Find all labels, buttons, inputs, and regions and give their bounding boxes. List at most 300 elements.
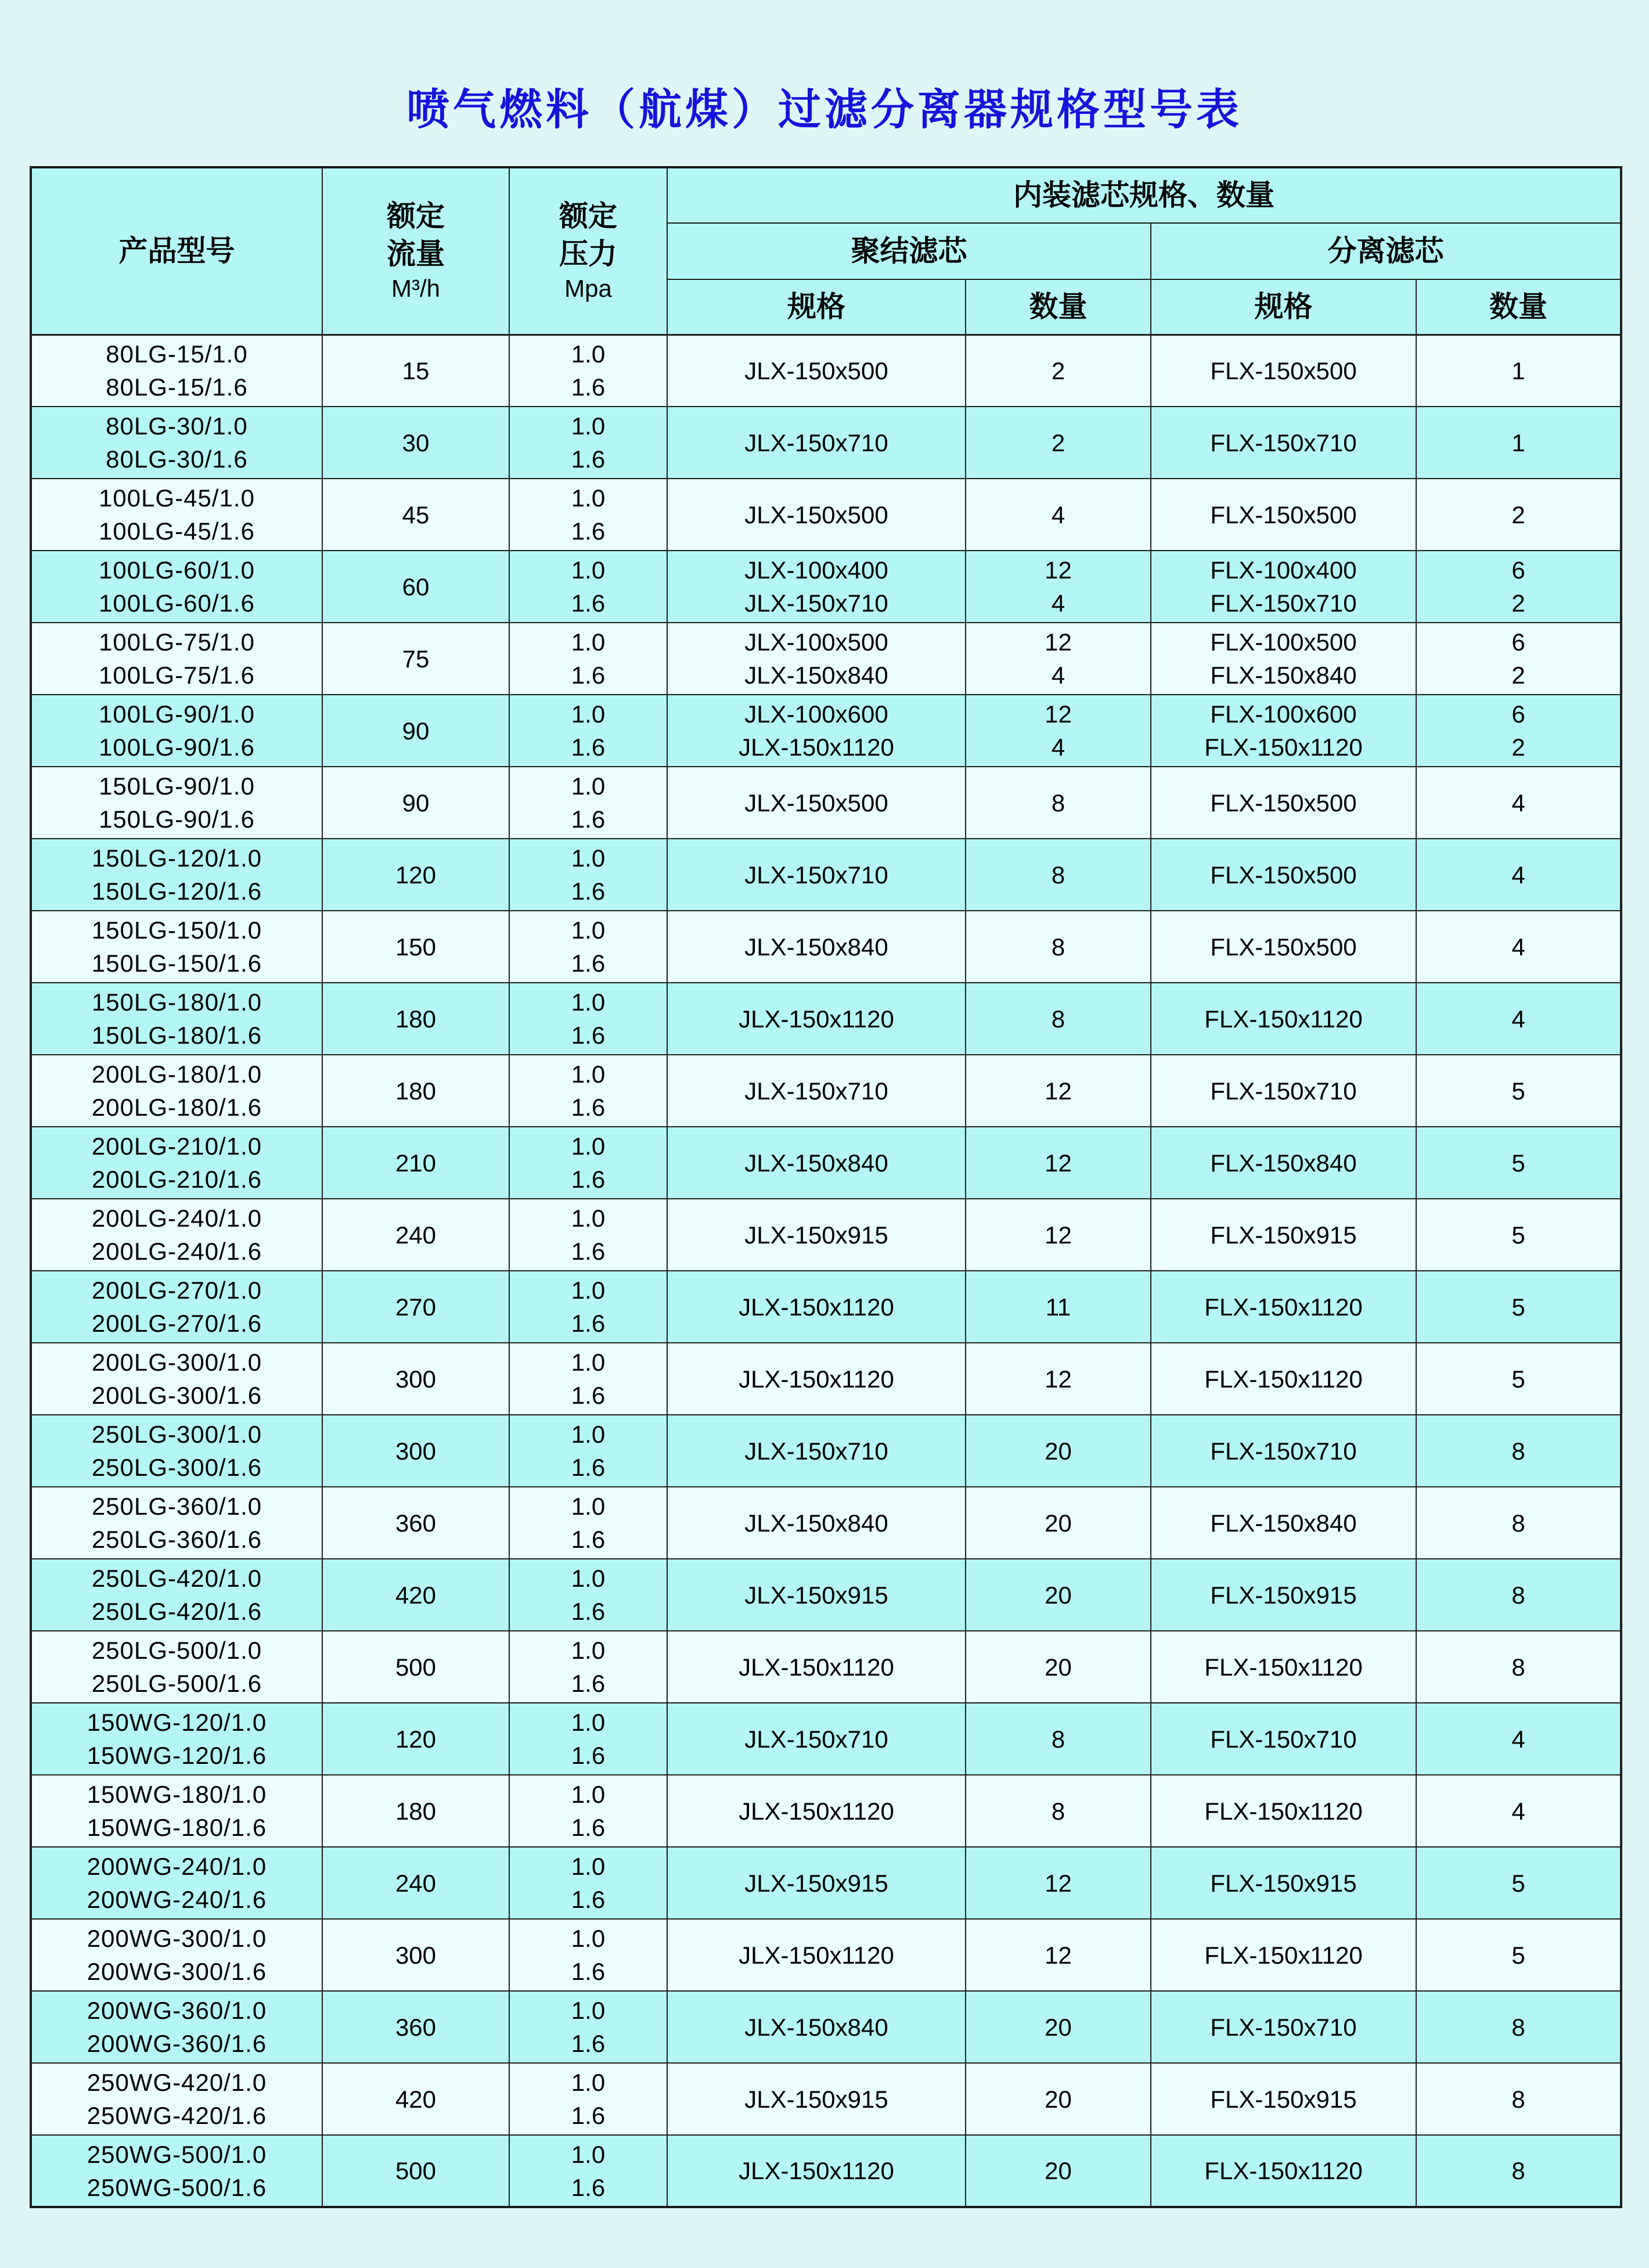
cell-line: 200WG-240/1.6 xyxy=(87,1886,267,1913)
cell-line: 210 xyxy=(395,1149,437,1177)
table-row xyxy=(31,623,1621,695)
cell-line: FLX-150x710 xyxy=(1210,1437,1357,1465)
coalescer-spec-cell xyxy=(667,1199,966,1271)
rated-flow-cell xyxy=(322,1991,509,2063)
cell-line: 1.0 xyxy=(571,1637,606,1664)
cell-line: FLX-150x500 xyxy=(1210,933,1357,961)
cell-line: 5 xyxy=(1511,1077,1525,1105)
rated-flow-cell xyxy=(322,1631,509,1703)
separator-qty-cell xyxy=(1416,1127,1621,1199)
table-row xyxy=(31,1775,1621,1847)
cell-line: 250LG-500/1.6 xyxy=(91,1670,262,1697)
table-row xyxy=(31,1199,1621,1271)
header-rated-pressure xyxy=(509,167,667,335)
rated-pressure-cell xyxy=(509,335,667,407)
rated-pressure-cell xyxy=(509,1847,667,1919)
coalescer-spec-cell xyxy=(667,983,966,1055)
cell-line: FLX-150x1120 xyxy=(1204,2157,1363,2184)
cell-line: 1.0 xyxy=(571,556,606,584)
cell-line: 12 xyxy=(1045,628,1072,656)
cell-line: 1.0 xyxy=(571,1781,606,1808)
coalescer-qty-cell xyxy=(966,479,1151,551)
separator-qty-cell xyxy=(1416,1487,1621,1559)
cell-line: JLX-100x600 xyxy=(744,700,888,728)
cell-line: FLX-150x1120 xyxy=(1204,1797,1363,1825)
coalescer-qty-cell xyxy=(966,1775,1151,1847)
cell-line: 150WG-180/1.0 xyxy=(87,1781,267,1808)
coalescer-spec-cell xyxy=(667,1919,966,1991)
cell-line: 5 xyxy=(1511,1869,1525,1897)
rated-flow-cell xyxy=(322,1271,509,1343)
cell-line: FLX-150x1120 xyxy=(1204,1293,1363,1321)
cell-line: 12 xyxy=(1045,556,1072,584)
table-row xyxy=(31,767,1621,839)
separator-spec-cell xyxy=(1151,551,1416,623)
cell-line: 240 xyxy=(395,1221,437,1249)
separator-spec-cell xyxy=(1151,767,1416,839)
cell-line: 4 xyxy=(1051,501,1065,529)
separator-qty-cell xyxy=(1416,1055,1621,1127)
header-separator-qty: 数量 xyxy=(1416,279,1621,335)
cell-line: 12 xyxy=(1045,1077,1072,1105)
table-row xyxy=(31,1631,1621,1703)
cell-line: FLX-150x710 xyxy=(1210,1077,1357,1105)
table-row xyxy=(31,1847,1621,1919)
cell-line: 1.0 xyxy=(571,772,606,800)
separator-qty-cell xyxy=(1416,623,1621,695)
rated-pressure-cell xyxy=(509,983,667,1055)
cell-line: 200LG-240/1.6 xyxy=(91,1238,262,1265)
cell-line: 1.0 xyxy=(571,844,606,872)
rated-pressure-cell xyxy=(509,2063,667,2135)
cell-line: 4 xyxy=(1511,1797,1525,1825)
separator-qty-cell xyxy=(1416,1847,1621,1919)
table-row xyxy=(31,479,1621,551)
cell-line: 180 xyxy=(395,1005,437,1033)
product-model-cell xyxy=(31,335,322,407)
product-model-cell xyxy=(31,1703,322,1775)
rated-flow-cell xyxy=(322,407,509,479)
table-row xyxy=(31,1055,1621,1127)
separator-qty-cell xyxy=(1416,1631,1621,1703)
cell-line: 4 xyxy=(1511,1725,1525,1753)
cell-line: 1.6 xyxy=(571,1166,606,1193)
cell-line: JLX-150x1120 xyxy=(739,1005,894,1033)
cell-line: 8 xyxy=(1511,1653,1525,1681)
cell-line: 1.6 xyxy=(571,590,606,617)
separator-spec-cell xyxy=(1151,479,1416,551)
cell-line: 150WG-120/1.6 xyxy=(87,1742,267,1769)
coalescer-spec-cell xyxy=(667,839,966,911)
rated-pressure-cell xyxy=(509,1415,667,1487)
table-body xyxy=(31,335,1621,2207)
cell-line: 200WG-300/1.0 xyxy=(87,1925,267,1952)
rated-flow-cell xyxy=(322,1055,509,1127)
cell-line: 100LG-90/1.0 xyxy=(99,700,255,728)
cell-line: 100LG-60/1.6 xyxy=(99,590,255,617)
cell-line: 1.0 xyxy=(571,628,606,656)
cell-line: 1.0 xyxy=(571,1709,606,1736)
cell-line: FLX-150x915 xyxy=(1210,1221,1357,1249)
cell-line: 2 xyxy=(1051,357,1065,384)
cell-line: 200LG-180/1.0 xyxy=(91,1061,262,1088)
cell-line: 150 xyxy=(395,933,437,961)
cell-line: 360 xyxy=(395,1509,437,1537)
cell-line: 1.6 xyxy=(571,2173,606,2201)
spec-table xyxy=(30,166,1622,2208)
separator-spec-cell xyxy=(1151,911,1416,983)
cell-line: 30 xyxy=(402,429,430,457)
table-row xyxy=(31,983,1621,1055)
cell-line: JLX-150x915 xyxy=(744,1221,888,1249)
cell-line: 8 xyxy=(1511,2157,1525,2184)
cell-line: 250LG-360/1.6 xyxy=(91,1526,262,1553)
separator-spec-cell xyxy=(1151,623,1416,695)
header-coalescer-qty: 数量 xyxy=(966,279,1151,335)
cell-line: FLX-100x600 xyxy=(1210,700,1357,728)
cell-line: 20 xyxy=(1045,2013,1072,2041)
cell-line: 1.6 xyxy=(571,878,606,905)
cell-line: FLX-150x710 xyxy=(1210,590,1357,617)
table-row xyxy=(31,407,1621,479)
coalescer-qty-cell xyxy=(966,551,1151,623)
cell-line: FLX-150x500 xyxy=(1210,357,1357,384)
cell-line: 20 xyxy=(1045,1437,1072,1465)
rated-pressure-cell xyxy=(509,1199,667,1271)
cell-line: 1.6 xyxy=(571,950,606,977)
coalescer-qty-cell xyxy=(966,1487,1151,1559)
rated-pressure-cell xyxy=(509,1271,667,1343)
coalescer-spec-cell xyxy=(667,911,966,983)
coalescer-spec-cell xyxy=(667,1847,966,1919)
header-rated-flow xyxy=(322,167,509,335)
cell-line: 80LG-30/1.0 xyxy=(106,412,248,440)
rated-flow-cell xyxy=(322,623,509,695)
cell-line: 1.6 xyxy=(571,373,606,401)
header-rated-flow-line1: 额定 xyxy=(387,199,445,232)
cell-line: FLX-150x840 xyxy=(1210,662,1357,689)
cell-line: 8 xyxy=(1051,861,1065,889)
cell-line: 420 xyxy=(395,2085,437,2113)
rated-pressure-cell xyxy=(509,1487,667,1559)
cell-line: 100LG-45/1.6 xyxy=(99,517,255,545)
cell-line: 1 xyxy=(1511,357,1525,384)
cell-line: 360 xyxy=(395,2013,437,2041)
cell-line: 200LG-300/1.6 xyxy=(91,1382,262,1409)
rated-pressure-cell xyxy=(509,911,667,983)
cell-line: 200LG-210/1.6 xyxy=(91,1166,262,1193)
cell-line: 250WG-500/1.6 xyxy=(87,2173,267,2201)
rated-pressure-cell xyxy=(509,623,667,695)
cell-line: FLX-150x915 xyxy=(1210,1581,1357,1609)
separator-qty-cell xyxy=(1416,1991,1621,2063)
cell-line: FLX-150x1120 xyxy=(1204,1005,1363,1033)
cell-line: 5 xyxy=(1511,1293,1525,1321)
product-model-cell xyxy=(31,1127,322,1199)
cell-line: 1.0 xyxy=(571,1853,606,1880)
cell-line: 1.0 xyxy=(571,1205,606,1232)
rated-pressure-cell xyxy=(509,1919,667,1991)
cell-line: JLX-150x840 xyxy=(744,933,888,961)
coalescer-qty-cell xyxy=(966,839,1151,911)
separator-spec-cell xyxy=(1151,1199,1416,1271)
header-product-model xyxy=(31,167,322,335)
rated-pressure-cell xyxy=(509,695,667,767)
rated-flow-cell xyxy=(322,1415,509,1487)
cell-line: FLX-100x400 xyxy=(1210,556,1357,584)
cell-line: 250LG-300/1.0 xyxy=(91,1421,262,1448)
product-model-cell xyxy=(31,1991,322,2063)
rated-pressure-cell xyxy=(509,1127,667,1199)
cell-line: 1.0 xyxy=(571,1565,606,1592)
coalescer-spec-cell xyxy=(667,1559,966,1631)
separator-spec-cell xyxy=(1151,1775,1416,1847)
table-row xyxy=(31,1703,1621,1775)
table-row xyxy=(31,1127,1621,1199)
cell-line: 1.6 xyxy=(571,662,606,689)
separator-qty-cell xyxy=(1416,1271,1621,1343)
rated-flow-cell xyxy=(322,911,509,983)
cell-line: 250LG-360/1.0 xyxy=(91,1493,262,1520)
coalescer-qty-cell xyxy=(966,1127,1151,1199)
cell-line: 5 xyxy=(1511,1221,1525,1249)
coalescer-qty-cell xyxy=(966,1991,1151,2063)
separator-qty-cell xyxy=(1416,2063,1621,2135)
cell-line: 2 xyxy=(1511,734,1525,761)
table-header xyxy=(31,167,1621,335)
cell-line: 20 xyxy=(1045,1653,1072,1681)
coalescer-spec-cell xyxy=(667,551,966,623)
rated-pressure-cell xyxy=(509,407,667,479)
product-model-cell xyxy=(31,2135,322,2207)
coalescer-qty-cell xyxy=(966,1415,1151,1487)
cell-line: JLX-150x500 xyxy=(744,501,888,529)
separator-qty-cell xyxy=(1416,767,1621,839)
cell-line: 500 xyxy=(395,2157,437,2184)
separator-qty-cell xyxy=(1416,1703,1621,1775)
table-row xyxy=(31,2063,1621,2135)
cell-line: FLX-150x500 xyxy=(1210,789,1357,817)
cell-line: 20 xyxy=(1045,2157,1072,2184)
cell-line: 12 xyxy=(1045,1365,1072,1393)
table-row xyxy=(31,695,1621,767)
cell-line: 80LG-30/1.6 xyxy=(106,445,248,473)
cell-line: 300 xyxy=(395,1941,437,1969)
header-rated-flow-unit: M³/h xyxy=(391,274,440,302)
cell-line: 200WG-300/1.6 xyxy=(87,1958,267,1985)
coalescer-qty-cell xyxy=(966,623,1151,695)
rated-pressure-cell xyxy=(509,2135,667,2207)
coalescer-spec-cell xyxy=(667,1487,966,1559)
separator-qty-cell xyxy=(1416,839,1621,911)
separator-qty-cell xyxy=(1416,1775,1621,1847)
rated-pressure-cell xyxy=(509,551,667,623)
cell-line: 1.6 xyxy=(571,2102,606,2129)
rated-flow-cell xyxy=(322,695,509,767)
rated-pressure-cell xyxy=(509,1703,667,1775)
cell-line: 8 xyxy=(1051,789,1065,817)
coalescer-spec-cell xyxy=(667,1703,966,1775)
cell-line: 1.0 xyxy=(571,700,606,728)
cell-line: 1.0 xyxy=(571,1421,606,1448)
coalescer-qty-cell xyxy=(966,1271,1151,1343)
rated-flow-cell xyxy=(322,1775,509,1847)
product-model-cell xyxy=(31,1631,322,1703)
cell-line: 4 xyxy=(1051,662,1065,689)
cell-line: 1.6 xyxy=(571,2030,606,2057)
cell-line: JLX-150x710 xyxy=(744,861,888,889)
cell-line: 250LG-420/1.6 xyxy=(91,1598,262,1625)
separator-spec-cell xyxy=(1151,1991,1416,2063)
cell-line: 45 xyxy=(402,501,430,529)
cell-line: JLX-150x915 xyxy=(744,1869,888,1897)
product-model-cell xyxy=(31,1919,322,1991)
coalescer-spec-cell xyxy=(667,1991,966,2063)
header-rated-pressure-unit: Mpa xyxy=(564,274,612,302)
cell-line: JLX-150x1120 xyxy=(739,734,894,761)
cell-line: 1.6 xyxy=(571,734,606,761)
cell-line: 80LG-15/1.6 xyxy=(106,373,248,401)
product-model-cell xyxy=(31,695,322,767)
cell-line: 200WG-360/1.6 xyxy=(87,2030,267,2057)
coalescer-qty-cell xyxy=(966,1199,1151,1271)
header-row-groups xyxy=(31,167,1621,223)
coalescer-qty-cell xyxy=(966,1559,1151,1631)
cell-line: 100LG-75/1.0 xyxy=(99,628,255,656)
coalescer-spec-cell xyxy=(667,1271,966,1343)
cell-line: 1.0 xyxy=(571,412,606,440)
cell-line: FLX-150x1120 xyxy=(1204,1653,1363,1681)
rated-flow-cell xyxy=(322,1127,509,1199)
cell-line: 4 xyxy=(1511,861,1525,889)
rated-flow-cell xyxy=(322,1703,509,1775)
cell-line: JLX-150x840 xyxy=(744,1509,888,1537)
coalescer-qty-cell xyxy=(966,335,1151,407)
product-model-cell xyxy=(31,983,322,1055)
cell-line: 1.6 xyxy=(571,806,606,833)
cell-line: 1.0 xyxy=(571,1349,606,1376)
cell-line: 5 xyxy=(1511,1941,1525,1969)
product-model-cell xyxy=(31,623,322,695)
product-model-cell xyxy=(31,2063,322,2135)
coalescer-spec-cell xyxy=(667,1415,966,1487)
rated-flow-cell xyxy=(322,983,509,1055)
cell-line: 1.0 xyxy=(571,1997,606,2024)
cell-line: 4 xyxy=(1051,590,1065,617)
cell-line: 2 xyxy=(1511,662,1525,689)
product-model-cell xyxy=(31,1559,322,1631)
cell-line: 5 xyxy=(1511,1365,1525,1393)
cell-line: 1.0 xyxy=(571,1277,606,1304)
cell-line: 120 xyxy=(395,1725,437,1753)
header-rated-flow-line2: 流量 xyxy=(387,237,445,270)
cell-line: 240 xyxy=(395,1869,437,1897)
cell-line: 200LG-180/1.6 xyxy=(91,1094,262,1121)
cell-line: 1.6 xyxy=(571,1382,606,1409)
cell-line: JLX-150x710 xyxy=(744,1077,888,1105)
cell-line: JLX-150x1120 xyxy=(739,1653,894,1681)
cell-line: FLX-150x840 xyxy=(1210,1509,1357,1537)
coalescer-spec-cell xyxy=(667,2135,966,2207)
cell-line: 20 xyxy=(1045,1509,1072,1537)
cell-line: 1.0 xyxy=(571,2069,606,2096)
rated-flow-cell xyxy=(322,767,509,839)
cell-line: 6 xyxy=(1511,556,1525,584)
rated-pressure-cell xyxy=(509,1055,667,1127)
coalescer-qty-cell xyxy=(966,2135,1151,2207)
separator-qty-cell xyxy=(1416,479,1621,551)
cell-line: 80LG-15/1.0 xyxy=(106,340,248,368)
coalescer-spec-cell xyxy=(667,623,966,695)
cell-line: 150LG-90/1.6 xyxy=(99,806,255,833)
cell-line: 8 xyxy=(1051,1797,1065,1825)
separator-spec-cell xyxy=(1151,335,1416,407)
cell-line: 12 xyxy=(1045,1221,1072,1249)
cell-line: 150LG-180/1.0 xyxy=(91,989,262,1016)
cell-line: 5 xyxy=(1511,1149,1525,1177)
cell-line: FLX-150x1120 xyxy=(1204,1365,1363,1393)
cell-line: 4 xyxy=(1051,734,1065,761)
cell-line: 8 xyxy=(1511,2013,1525,2041)
cell-line: 1 xyxy=(1511,429,1525,457)
cell-line: 150LG-180/1.6 xyxy=(91,1022,262,1049)
coalescer-spec-cell xyxy=(667,1055,966,1127)
cell-line: 8 xyxy=(1051,1725,1065,1753)
cell-line: 200LG-270/1.0 xyxy=(91,1277,262,1304)
separator-spec-cell xyxy=(1151,407,1416,479)
cell-line: FLX-150x915 xyxy=(1210,1869,1357,1897)
product-model-cell xyxy=(31,1343,322,1415)
cell-line: 1.6 xyxy=(571,1814,606,1841)
cell-line: 150LG-120/1.6 xyxy=(91,878,262,905)
cell-line: JLX-150x840 xyxy=(744,2013,888,2041)
table-row xyxy=(31,1271,1621,1343)
separator-qty-cell xyxy=(1416,911,1621,983)
separator-qty-cell xyxy=(1416,1343,1621,1415)
cell-line: 1.6 xyxy=(571,1022,606,1049)
separator-spec-cell xyxy=(1151,1127,1416,1199)
cell-line: 1.0 xyxy=(571,989,606,1016)
cell-line: 1.0 xyxy=(571,484,606,512)
cell-line: JLX-150x915 xyxy=(744,1581,888,1609)
table-row xyxy=(31,1343,1621,1415)
cell-line: 300 xyxy=(395,1437,437,1465)
cell-line: 150WG-180/1.6 xyxy=(87,1814,267,1841)
cell-line: 250WG-420/1.0 xyxy=(87,2069,267,2096)
table-row xyxy=(31,1919,1621,1991)
cell-line: FLX-150x710 xyxy=(1210,429,1357,457)
coalescer-qty-cell xyxy=(966,1631,1151,1703)
cell-line: 270 xyxy=(395,1293,437,1321)
coalescer-qty-cell xyxy=(966,1847,1151,1919)
cell-line: 180 xyxy=(395,1077,437,1105)
header-rated-pressure-line1: 额定 xyxy=(559,199,617,232)
cell-line: FLX-150x915 xyxy=(1210,2085,1357,2113)
cell-line: 1.6 xyxy=(571,1598,606,1625)
rated-pressure-cell xyxy=(509,1343,667,1415)
cell-line: FLX-100x500 xyxy=(1210,628,1357,656)
cell-line: JLX-150x710 xyxy=(744,1437,888,1465)
rated-pressure-cell xyxy=(509,767,667,839)
cell-line: 150LG-90/1.0 xyxy=(99,772,255,800)
separator-qty-cell xyxy=(1416,2135,1621,2207)
rated-flow-cell xyxy=(322,839,509,911)
cell-line: 75 xyxy=(402,645,430,673)
cell-line: 6 xyxy=(1511,628,1525,656)
product-model-cell xyxy=(31,1487,322,1559)
cell-line: 15 xyxy=(402,357,430,384)
cell-line: 1.0 xyxy=(571,1133,606,1160)
